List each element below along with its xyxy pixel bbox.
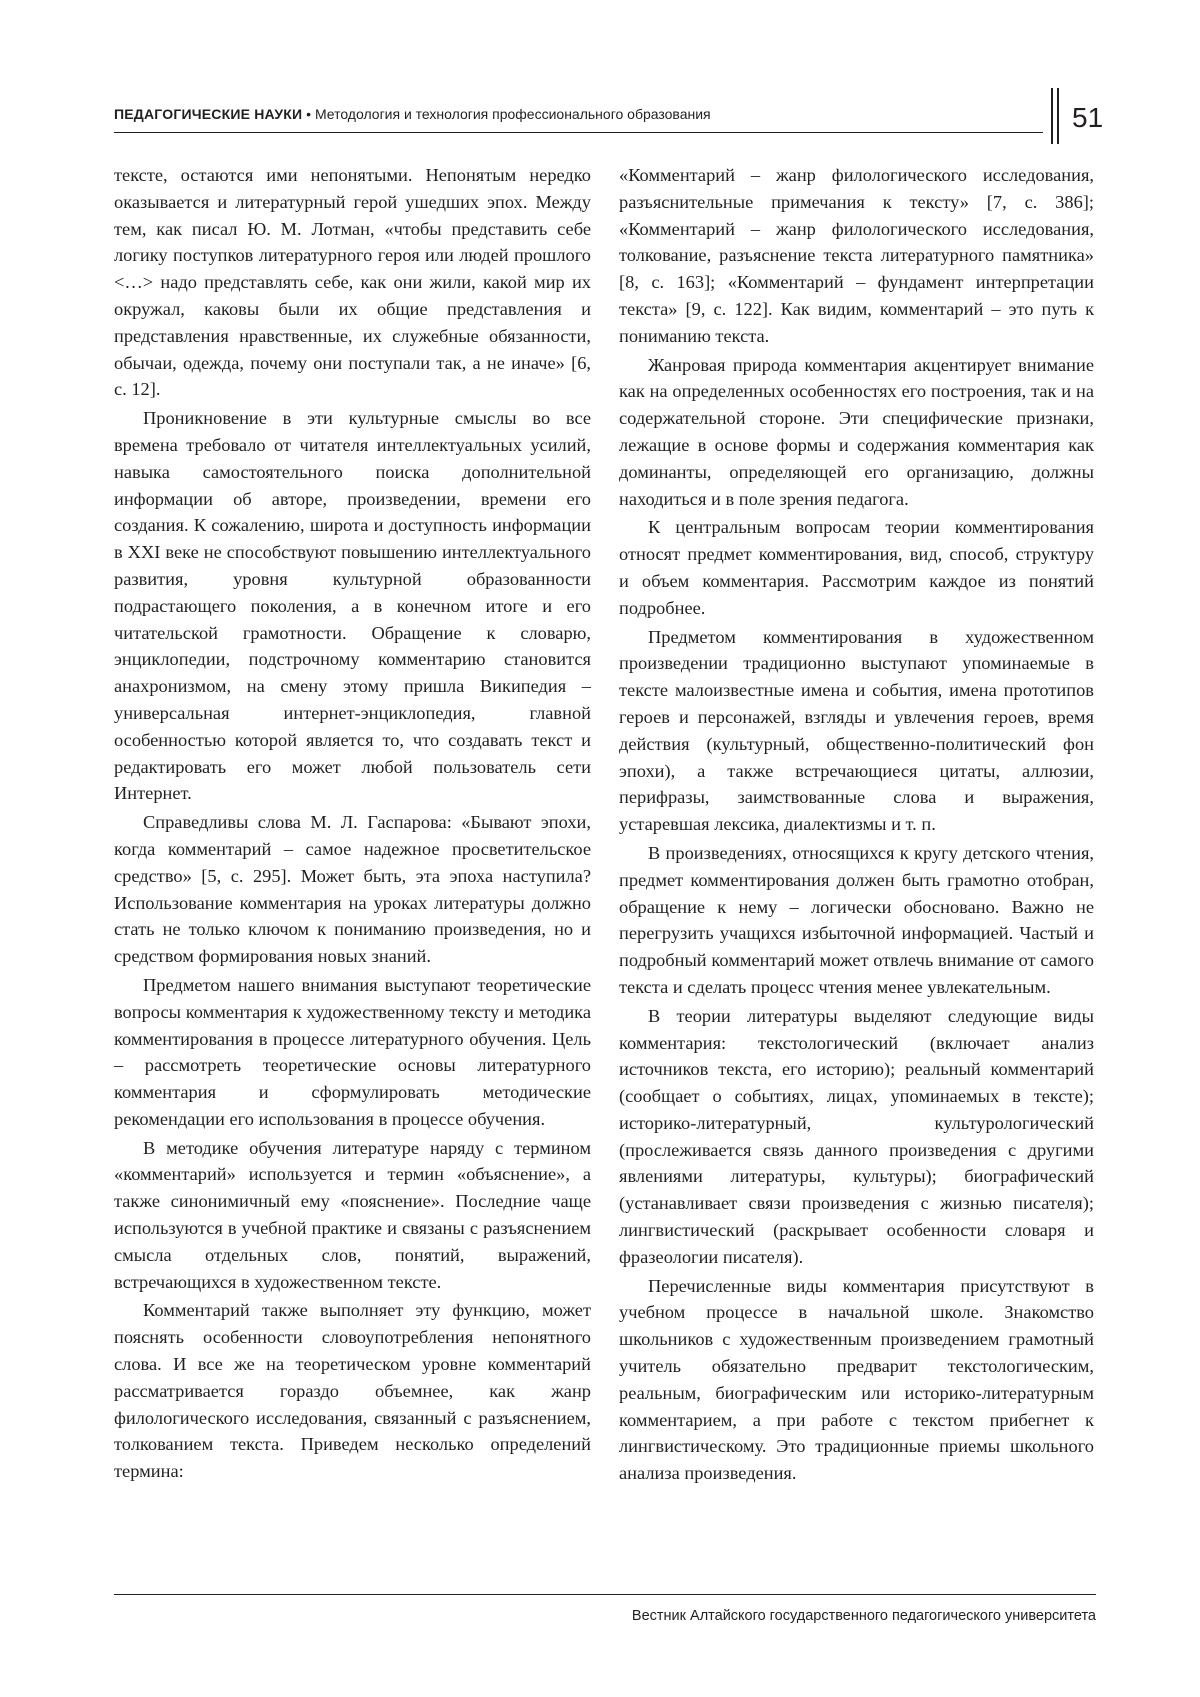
paragraph: Комментарий также выполняет эту функцию, может пояснять особенности словоупотребления непонятного слова. И все же на теоретическом уровне комментарий рассматривается гораздо объемнее, как жанр филологического исследования, связанный с разъяснением, толкованием текста. Приведем несколько определений термина: [114, 1300, 591, 1482]
paragraph: «Комментарий – жанр филологического исследования, разъяснительные примечания к тексту» [7, с. 386]; «Комментарий – жанр филологического исследования, толкование, разъяснение текста литературного памятника» [8, с. 163]; «Комментарий – фундамент интерпретации текста» [9, с. 122]. Как видим, комментарий – это путь к пониманию текста. [619, 165, 1094, 346]
paragraph: В теории литературы выделяют следующие виды комментария: текстологический (включает анализ источников текста, его историю); реальный комментарий (сообщает о событиях, лицах, упоминаемых в тексте); историко-литературный, культурологический (прослеживается связь данного произведения с другими явлениями литературы, культуры); биографический (устанавливает связи произведения с жизнью писателя); лингвистический (раскрывает особенности словаря и фразеологии писателя). [619, 1005, 1094, 1267]
paragraph: Жанровая природа комментария акцентирует внимание как на определенных особенностях его построения, так и на содержательной стороне. Эти специфические признаки, лежащие в основе формы и содержания комментария как доминанты, определяющей его организацию, должны находиться и в поле зрения педагога. [619, 354, 1094, 509]
journal-footer: Вестник Алтайского государственного педагогического университета [631, 1608, 1096, 1624]
subsection-title: Методология и технология профессионального образования [314, 106, 711, 122]
paragraph: Справедливы слова М. Л. Гаспарова: «Бывают эпохи, когда комментарий – самое надежное просветительское средство» [5, с. 295]. Может быть, эта эпоха наступила? Использование комментария на уроках литературы должно стать не только ключом к пониманию произведения, но и средством формирования новых знаний. [114, 812, 591, 967]
right-column [619, 162, 1094, 1489]
paragraph: В произведениях, относящихся к кругу детского чтения, предмет комментирования должен быть грамотно отобран, обращение к нему – логически обосновано. Важно не перегрузить учащихся избыточной информацией. Частый и подробный комментарий может отвлечь внимание от самого текста и сделать процесс чтения менее увлекательным. [619, 842, 1094, 997]
paragraph: тексте, остаются ими непонятыми. Непонятым нередко оказывается и литературный герой ушедших эпох. Между тем, как писал Ю. М. Лотман, «чтобы представить себе логику поступков литературного героя или людей прошлого <…> надо представлять себе, как они жили, какой мир их окружал, каковы были их общие представления и представления нравственные, их служебные обязанности, обычаи, одежда, почему они поступали так, а не иначе» [6, с. 12]. [114, 165, 591, 400]
paragraph: Предметом комментирования в художественном произведении традиционно выступают упоминаемые в тексте малоизвестные имена и события, имена прототипов героев и персонажей, взгляды и увлечения героев, время действия (культурный, общественно-политический фон эпохи), а также встречающиеся цитаты, аллюзии, перифразы, заимствованные слова и выражения, устаревшая лексика, диалектизмы и т. п. [619, 626, 1094, 835]
paragraph: В методике обучения литературе наряду с термином «комментарий» используется и термин «объяснение», а также синонимичный ему «пояснение». Последние чаще используются в учебной практике и связаны с разъяснением смысла отдельных слов, понятий, выражений, встречающихся в художественном тексте. [114, 1137, 591, 1292]
header-separator: • [302, 106, 315, 122]
paragraph: Перечисленные виды комментария присутствуют в учебном процессе в начальной школе. Знакомство школьников с художественным произведением грамотный учитель обязательно предварит текстологическим, реальным, биографическим или историко-литературным комментарием, а при работе с текстом прибегнет к лингвистическому. Это традиционные приемы школьного анализа произведения. [619, 1275, 1094, 1484]
running-header [114, 102, 1043, 133]
footer-rule [114, 1594, 1096, 1595]
header-vertical-rule [1051, 88, 1053, 144]
paragraph: Предметом нашего внимания выступают теоретические вопросы комментария к художественному тексту и методика комментирования в процессе литературного обучения. Цель – рассмотреть теоретические основы литературного комментария и сформулировать методические рекомендации его использования в процессе обучения. [114, 974, 591, 1129]
section-title: ПЕДАГОГИЧЕСКИЕ НАУКИ [114, 106, 303, 122]
header-vertical-rule [1057, 88, 1059, 144]
paragraph: Проникновение в эти культурные смыслы во все времена требовало от читателя интеллектуальных усилий, навыка самостоятельного поиска дополнительной информации об авторе, произведении, времени его создания. К сожалению, широта и доступность информации в XXI веке не способствуют повышению интеллектуального развития, уровня культурной образованности подрастающего поколения, а в конечном итоге и его читательской грамотности. Обращение к словарю, энциклопедии, подстрочному комментарию становится анахронизмом, на смену этому пришла Википедия – универсальная интернет-энциклопедия, главной особенностью которой является то, что создавать текст и редактировать его может любой пользователь сети Интернет. [114, 408, 591, 804]
left-column [114, 162, 591, 1487]
paragraph: К центральным вопросам теории комментирования относят предмет комментирования, вид, способ, структуру и объем комментария. Рассмотрим каждое из понятий подробнее. [619, 517, 1094, 618]
page-number: 51 [1072, 102, 1104, 133]
